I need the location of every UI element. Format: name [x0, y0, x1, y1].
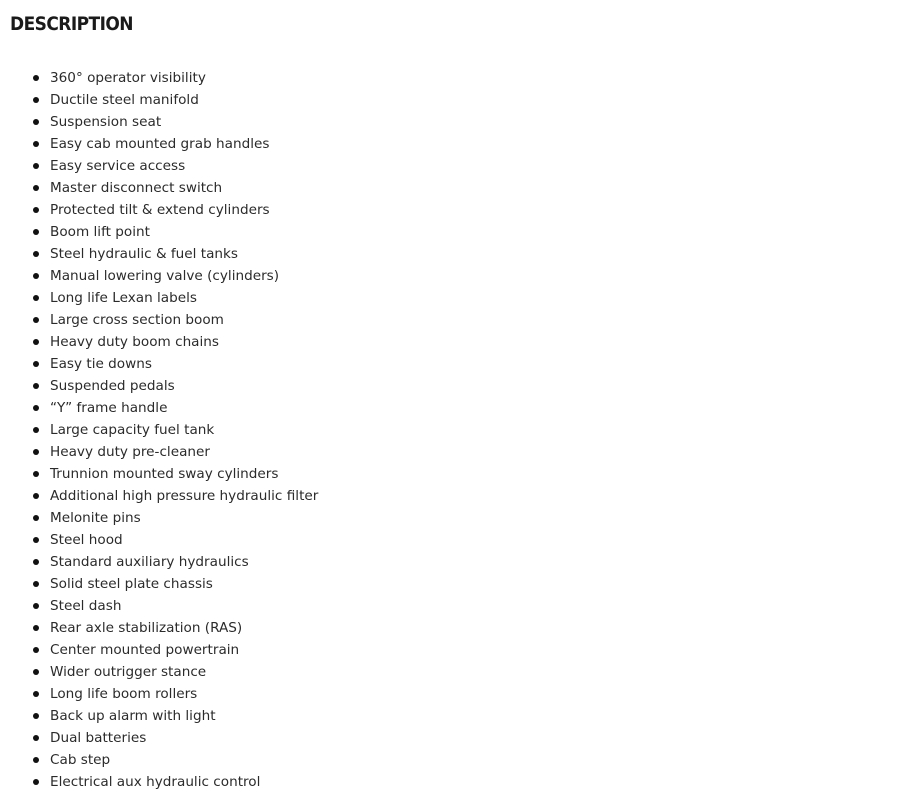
bullet-icon — [33, 207, 39, 213]
bullet-icon — [33, 713, 39, 719]
list-item-label: Heavy duty pre-cleaner — [50, 444, 210, 460]
list-item-label: Manual lowering valve (cylinders) — [50, 268, 280, 284]
list-item — [0, 89, 318, 111]
feature-list — [0, 67, 318, 793]
list-item — [0, 177, 318, 199]
list-item-label: Steel hood — [50, 532, 123, 548]
bullet-icon — [33, 75, 39, 81]
list-item — [0, 287, 318, 309]
bullet-icon — [33, 471, 39, 477]
list-item — [0, 265, 318, 287]
list-item — [0, 617, 318, 639]
bullet-icon — [33, 163, 39, 169]
bullet-icon — [33, 779, 39, 785]
bullet-icon — [33, 185, 39, 191]
list-item — [0, 353, 318, 375]
list-item-label: Steel dash — [50, 598, 122, 614]
bullet-icon — [33, 295, 39, 301]
list-item-label: Additional high pressure hydraulic filter — [50, 488, 319, 504]
list-item-label: Boom lift point — [50, 224, 150, 240]
list-item — [0, 309, 318, 331]
list-item-label: Rear axle stabilization (RAS) — [50, 620, 243, 636]
bullet-icon — [33, 317, 39, 323]
list-item — [0, 419, 318, 441]
bullet-icon — [33, 647, 39, 653]
list-item-label: Wider outrigger stance — [50, 664, 207, 680]
list-item — [0, 727, 318, 749]
list-item-label: Large capacity fuel tank — [50, 422, 215, 438]
bullet-icon — [33, 339, 39, 345]
list-item-label: Large cross section boom — [50, 312, 224, 328]
list-item-label: Solid steel plate chassis — [50, 576, 213, 592]
list-item-label: Suspended pedals — [50, 378, 175, 394]
bullet-icon — [33, 537, 39, 543]
list-item — [0, 639, 318, 661]
list-item-label: Master disconnect switch — [50, 180, 223, 196]
list-item-label: Protected tilt & extend cylinders — [50, 202, 270, 218]
bullet-icon — [33, 251, 39, 257]
list-item — [0, 595, 318, 617]
list-item-label: Steel hydraulic & fuel tanks — [50, 246, 238, 262]
list-item-label: Ductile steel manifold — [50, 92, 199, 108]
list-item-label: “Y” frame handle — [50, 400, 168, 416]
list-item — [0, 243, 318, 265]
list-item — [0, 749, 318, 771]
list-item — [0, 133, 318, 155]
bullet-icon — [33, 603, 39, 609]
bullet-icon — [33, 273, 39, 279]
section-title: DESCRIPTION — [10, 14, 134, 35]
bullet-icon — [33, 141, 39, 147]
list-item-label: Cab step — [50, 752, 111, 768]
bullet-icon — [33, 625, 39, 631]
list-item — [0, 375, 318, 397]
list-item — [0, 661, 318, 683]
bullet-icon — [33, 581, 39, 587]
list-item — [0, 683, 318, 705]
list-item — [0, 551, 318, 573]
list-item-label: Standard auxiliary hydraulics — [50, 554, 249, 570]
list-item-label: Suspension seat — [50, 114, 162, 130]
list-item-label: Easy tie downs — [50, 356, 152, 372]
bullet-icon — [33, 427, 39, 433]
list-item-label: Easy service access — [50, 158, 186, 174]
list-item — [0, 705, 318, 727]
list-item-label: Trunnion mounted sway cylinders — [50, 466, 279, 482]
bullet-icon — [33, 119, 39, 125]
bullet-icon — [33, 229, 39, 235]
list-item-label: Center mounted powertrain — [50, 642, 240, 658]
list-item-label: Dual batteries — [50, 730, 147, 746]
bullet-icon — [33, 757, 39, 763]
bullet-icon — [33, 493, 39, 499]
list-item — [0, 485, 318, 507]
list-item — [0, 507, 318, 529]
list-item — [0, 397, 318, 419]
list-item — [0, 573, 318, 595]
list-item-label: Easy cab mounted grab handles — [50, 136, 270, 152]
list-item-label: Long life Lexan labels — [50, 290, 197, 306]
bullet-icon — [33, 559, 39, 565]
bullet-icon — [33, 405, 39, 411]
list-item — [0, 463, 318, 485]
list-item — [0, 111, 318, 133]
list-item-label: Heavy duty boom chains — [50, 334, 219, 350]
bullet-icon — [33, 515, 39, 521]
bullet-icon — [33, 691, 39, 697]
list-item — [0, 529, 318, 551]
list-item — [0, 331, 318, 353]
list-item — [0, 155, 318, 177]
bullet-icon — [33, 361, 39, 367]
bullet-icon — [33, 449, 39, 455]
list-item — [0, 67, 318, 89]
list-item-label: Electrical aux hydraulic control — [50, 774, 261, 790]
list-item — [0, 771, 318, 793]
list-item-label: Back up alarm with light — [50, 708, 216, 724]
bullet-icon — [33, 735, 39, 741]
list-item — [0, 221, 318, 243]
bullet-icon — [33, 383, 39, 389]
list-item — [0, 199, 318, 221]
list-item-label: 360° operator visibility — [50, 70, 206, 86]
bullet-icon — [33, 669, 39, 675]
list-item-label: Long life boom rollers — [50, 686, 198, 702]
bullet-icon — [33, 97, 39, 103]
list-item — [0, 441, 318, 463]
list-item-label: Melonite pins — [50, 510, 141, 526]
